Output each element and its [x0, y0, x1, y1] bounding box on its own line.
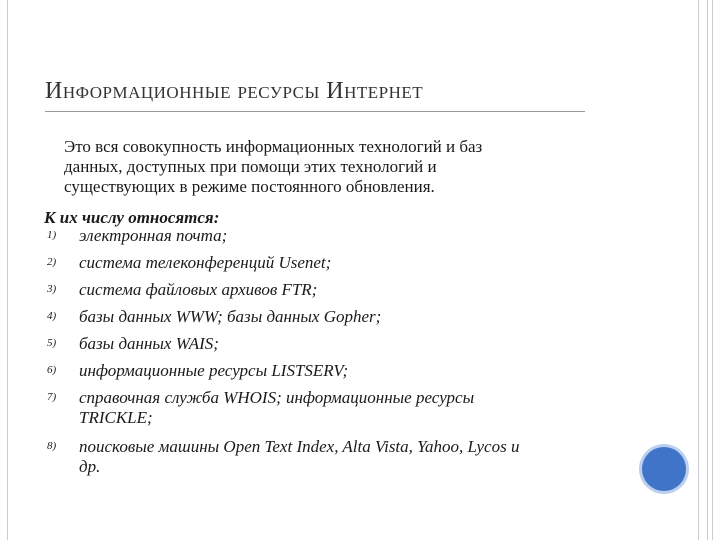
- list-item-number: 1): [47, 229, 57, 241]
- slide-title: Информационные ресурсы Интернет: [45, 78, 424, 104]
- list-item-text: [79, 334, 639, 354]
- list-lead-heading: К их числу относятся:: [44, 208, 220, 227]
- list-item-line: TRICKLE;: [79, 408, 153, 427]
- list-item-text: [79, 388, 639, 428]
- list-item-line: базы данных WAIS;: [79, 334, 219, 353]
- list-item-text: [79, 280, 639, 300]
- list-item-line: электронная почта;: [79, 226, 228, 245]
- list-item-number: 6): [47, 364, 57, 376]
- list-item-line: система телеконференций Usenet;: [79, 253, 332, 272]
- list-item-text: [79, 253, 639, 273]
- list-item-text: [79, 226, 639, 246]
- decorative-circle: [642, 447, 686, 491]
- list-item-line: базы данных WWW; базы данных Gopher;: [79, 307, 382, 326]
- right-frame-border: [698, 0, 720, 540]
- list-item-text: [79, 307, 639, 327]
- list-item-line: др.: [79, 457, 101, 476]
- list-item-line: поисковые машины Open Text Index, Alta Vista, Yahoo, Lycos и: [79, 437, 520, 456]
- list-item-line: информационные ресурсы LISTSERV;: [79, 361, 349, 380]
- title-underline: [45, 111, 585, 112]
- intro-line: данных, доступных при помощи этих технологий и: [64, 157, 437, 176]
- intro-line: Это вся совокупность информационных технологий и баз: [64, 137, 483, 156]
- list-item-number: 5): [47, 337, 57, 349]
- list-item-text: [79, 361, 639, 381]
- list-item-number: 2): [47, 256, 57, 268]
- list-item-text: [79, 437, 639, 477]
- list-item-number: 8): [47, 440, 57, 452]
- intro-paragraph: [64, 137, 604, 197]
- list-item-line: справочная служба WHOIS; информационные ресурсы: [79, 388, 475, 407]
- intro-line: существующих в режиме постоянного обновления.: [64, 177, 435, 196]
- list-item-number: 3): [47, 283, 57, 295]
- list-item-line: система файловых архивов FTR;: [79, 280, 318, 299]
- list-item-number: 4): [47, 310, 57, 322]
- list-item-number: 7): [47, 391, 57, 403]
